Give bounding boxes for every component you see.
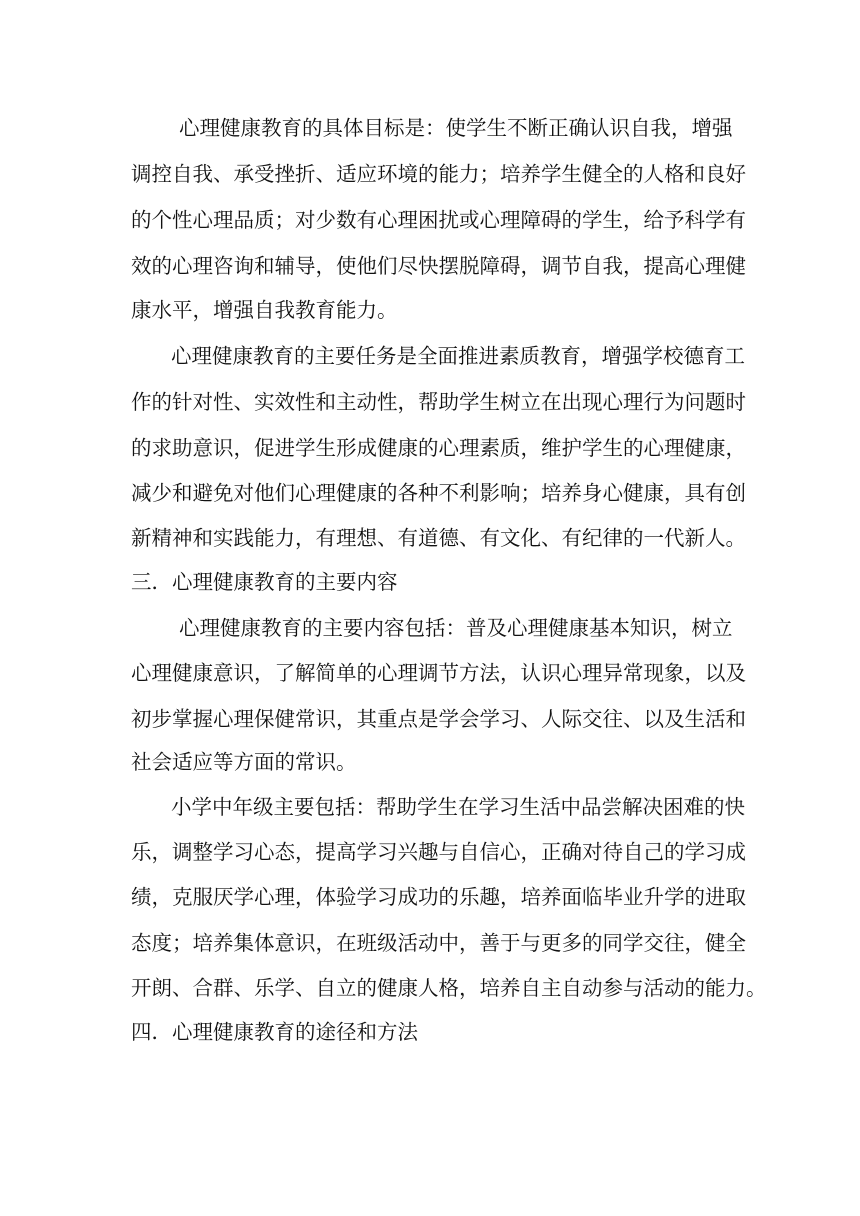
paragraph-goals-line-5: 康水平，增强自我教育能力。: [131, 298, 398, 322]
paragraph-content-line-2: 心理健康意识，了解简单的心理调节方法，认识心理异常现象，以及: [131, 661, 746, 685]
paragraph-tasks-line-2: 作的针对性、实效性和主动性，帮助学生树立在出现心理行为问题时: [131, 390, 746, 414]
paragraph-tasks-line-3: 的求助意识，促进学生形成健康的心理素质，维护学生的心理健康，: [131, 436, 746, 460]
paragraph-goals-line-4: 效的心理咨询和辅导，使他们尽快摆脱障碍，调节自我，提高心理健: [131, 254, 746, 278]
paragraph-goals-line-2: 调控自我、承受挫折、适应环境的能力；培养学生健全的人格和良好: [131, 162, 746, 186]
section-heading-content: 三．心理健康教育的主要内容: [131, 570, 398, 594]
paragraph-goals-line-1: 心理健康教育的具体目标是：使学生不断正确认识自我，增强: [179, 116, 733, 140]
section-heading-methods: 四．心理健康教育的途径和方法: [131, 1020, 418, 1044]
paragraph-goals-line-3: 的个性心理品质；对少数有心理困扰或心理障碍的学生，给予科学有: [131, 208, 746, 232]
paragraph-middle-grades-line-1: 小学中年级主要包括：帮助学生在学习生活中品尝解决困难的快: [171, 795, 745, 819]
paragraph-tasks-line-5: 新精神和实践能力，有理想、有道德、有文化、有纪律的一代新人。: [131, 526, 746, 550]
paragraph-middle-grades-line-5: 开朗、合群、乐学、自立的健康人格，培养自主自动参与活动的能力。: [131, 976, 767, 1000]
paragraph-middle-grades-line-3: 绩，克服厌学心理，体验学习成功的乐趣，培养面临毕业升学的进取: [131, 885, 746, 909]
paragraph-middle-grades-line-4: 态度；培养集体意识，在班级活动中，善于与更多的同学交往，健全: [131, 931, 746, 955]
paragraph-content-line-3: 初步掌握心理保健常识，其重点是学会学习、人际交往、以及生活和: [131, 707, 746, 731]
paragraph-content-line-1: 心理健康教育的主要内容包括：普及心理健康基本知识，树立: [179, 616, 733, 640]
paragraph-middle-grades-line-2: 乐，调整学习心态，提高学习兴趣与自信心，正确对待自己的学习成: [131, 840, 746, 864]
paragraph-tasks-line-4: 减少和避免对他们心理健康的各种不利影响；培养身心健康，具有创: [131, 481, 746, 505]
paragraph-content-line-4: 社会适应等方面的常识。: [131, 750, 357, 774]
paragraph-tasks-line-1: 心理健康教育的主要任务是全面推进素质教育，增强学校德育工: [171, 344, 745, 368]
